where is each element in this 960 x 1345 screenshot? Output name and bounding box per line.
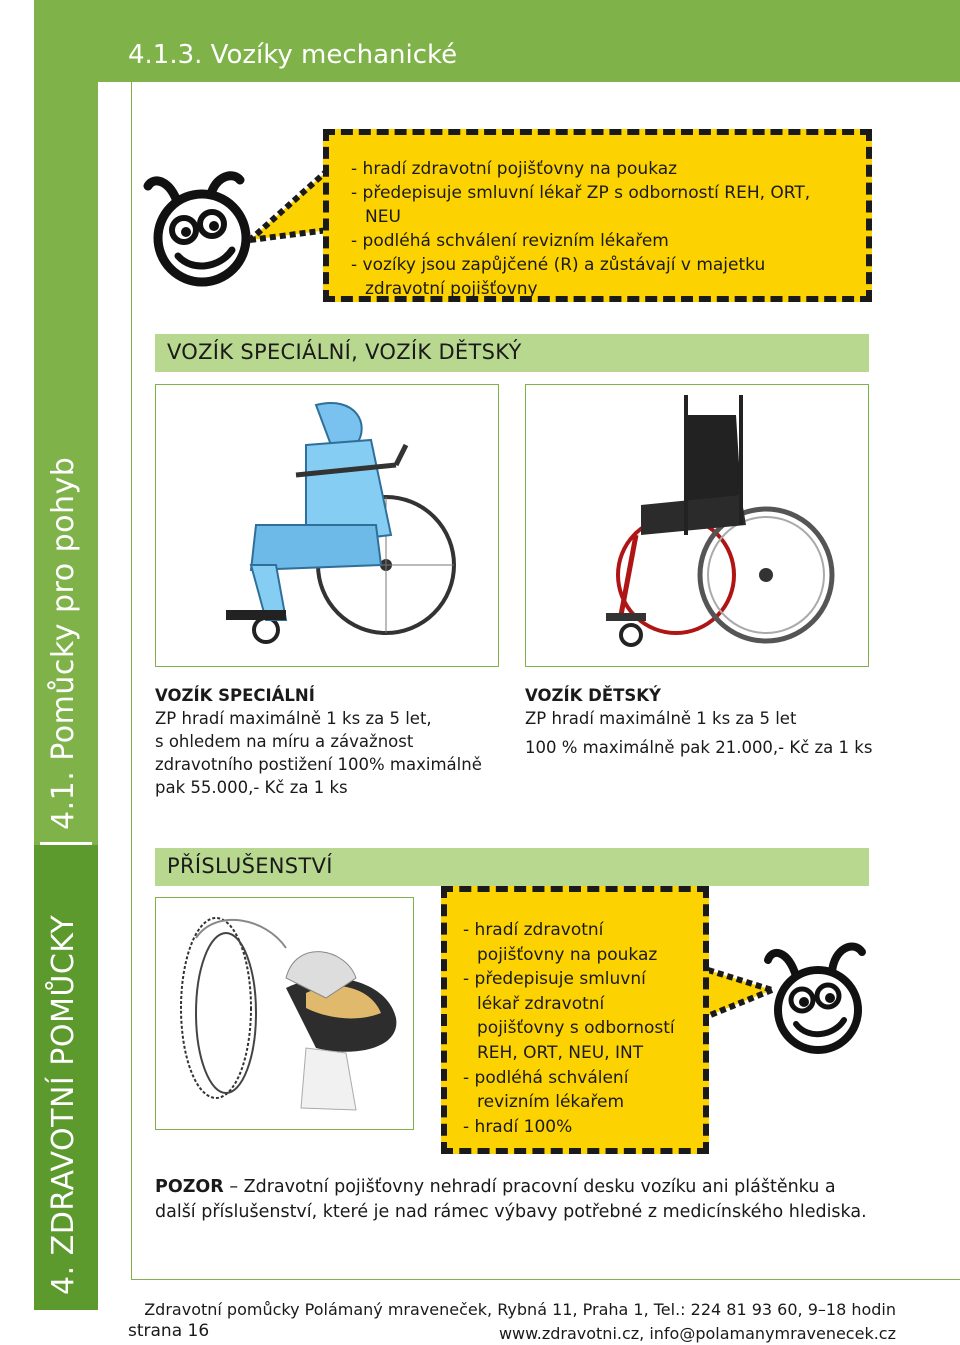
product-text: ZP hradí maximálně 1 ks za 5 let, [155, 709, 432, 728]
wheelchair-icon [526, 385, 867, 665]
page-title: 4.1.3. Vozíky mechanické [128, 40, 458, 70]
list-item: - hradí zdravotní pojišťovny na poukaz [351, 159, 678, 179]
product-text: 100 % maximálně pak 21.000,- Kč za 1 ks [525, 738, 873, 757]
special-wheelchair-description [155, 684, 500, 799]
accessories-image [155, 897, 414, 1130]
contact-line: Zdravotní pomůcky Polámaný mraveneček, Rybná 11, Praha 1, Tel.: 224 81 93 60, 9–18 hodin [144, 1300, 896, 1319]
list-item: - podléhá schválení revizním lékařem [351, 231, 669, 251]
list-item: - hradí zdravotní pojišťovny na poukaz [463, 920, 658, 965]
ant-mascot-icon [762, 920, 872, 1060]
side-band-top [34, 0, 98, 845]
product-text: ZP hradí maximálně 1 ks za 5 let [525, 709, 797, 728]
child-wheelchair-description [525, 684, 885, 759]
product-text: s ohledem na míru a závažnost [155, 732, 414, 751]
child-wheelchair-image [525, 384, 869, 667]
info-bubble-top [323, 129, 872, 302]
contact-line: www.zdravotni.cz, info@polamanymravenecek.cz [498, 1324, 896, 1343]
product-name: VOZÍK SPECIÁLNÍ [155, 686, 315, 705]
conditions-list [351, 157, 844, 301]
bubble-tail [240, 160, 335, 260]
info-bubble-bottom [441, 886, 709, 1154]
header-strip [98, 0, 960, 82]
list-item: - předepisuje smluvní lékař ZP s odborností REH, ORT, NEU [351, 183, 811, 227]
footer-contact [144, 1298, 896, 1345]
subchapter-label: 4.1. Pomůcky pro pohyb [46, 456, 81, 830]
list-item: - předepisuje smluvní lékař zdravotní pojišťovny s odborností REH, ORT, NEU, INT [463, 969, 675, 1063]
page-number: strana 16 [128, 1321, 210, 1341]
product-text: pak 55.000,- Kč za 1 ks [155, 778, 348, 797]
product-text: zdravotního postižení 100% maximálně [155, 755, 482, 774]
notice-label: POZOR [155, 1177, 224, 1197]
product-name: VOZÍK DĚTSKÝ [525, 686, 661, 705]
warning-notice [155, 1175, 875, 1225]
list-item: - hradí 100% [463, 1116, 573, 1137]
side-band [34, 0, 98, 1310]
chapter-label: 4. ZDRAVOTNÍ POMŮCKY [46, 914, 81, 1295]
notice-text: – Zdravotní pojišťovny nehradí pracovní desku vozíku ani pláštěnku a další příslušenství, které je nad rámec výbavy potřebné z medicínského hlediska. [155, 1177, 867, 1222]
special-wheelchair-image [155, 384, 499, 667]
list-item: - vozíky jsou zapůjčené (R) a zůstávají v majetku zdravotní pojišťovny [351, 255, 766, 299]
conditions-list [463, 918, 687, 1139]
list-item: - podléhá schválení revizním lékařem [463, 1067, 629, 1113]
wheelchair-icon [156, 385, 497, 665]
section-title-accessories: PŘÍSLUŠENSTVÍ [155, 848, 869, 886]
side-band-bottom [34, 845, 98, 1310]
accessories-icon [156, 898, 412, 1128]
section-title-wheelchairs: VOZÍK SPECIÁLNÍ, VOZÍK DĚTSKÝ [155, 334, 869, 372]
